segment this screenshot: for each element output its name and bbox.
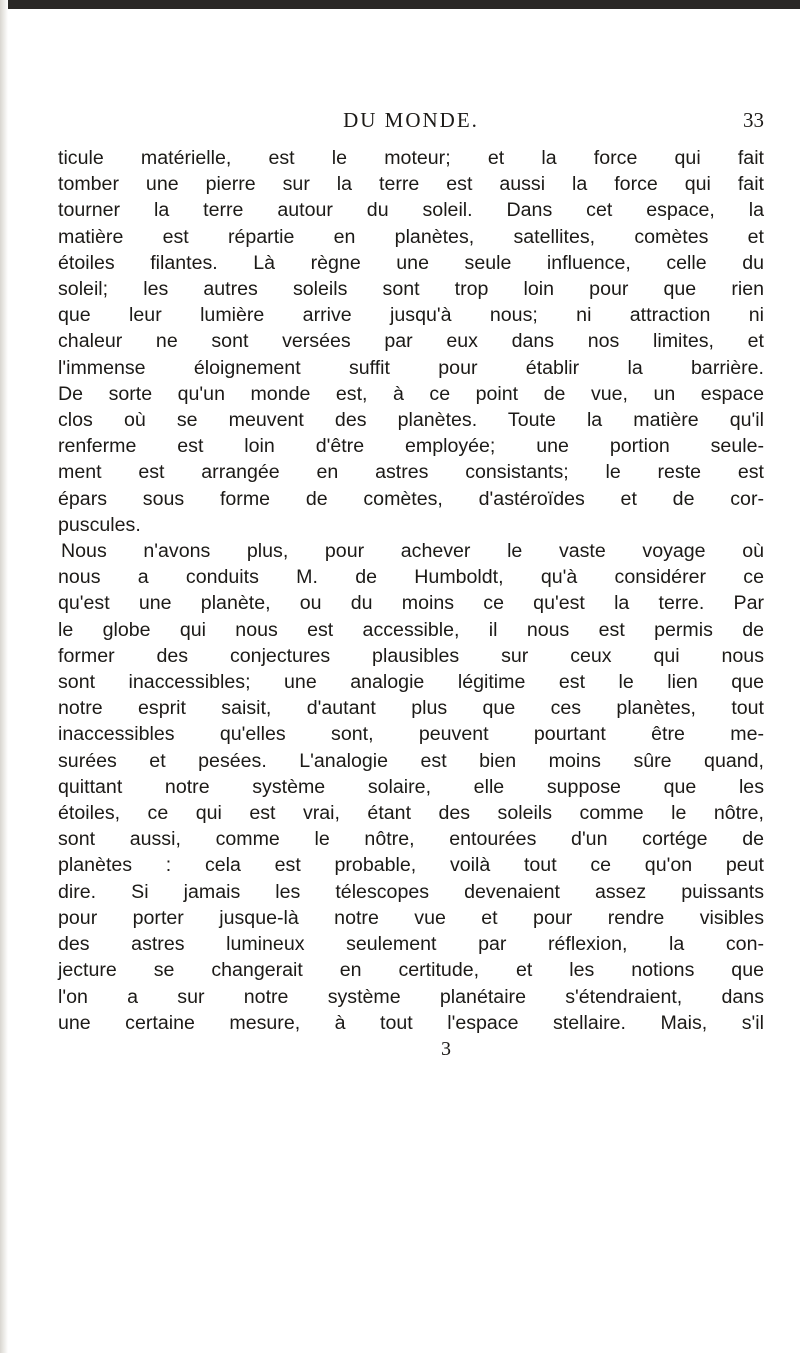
text-line: épars sous forme de comètes, d'astéroïdes et de cor-	[58, 487, 764, 510]
top-border-rule	[0, 0, 800, 9]
text-line: jecture se changerait en certitude, et les notions que	[58, 959, 764, 982]
text-line: clos où se meuvent des planètes. Toute la matière qu'il	[58, 409, 764, 432]
running-head	[58, 98, 764, 138]
text-line: chaleur ne sont versées par eux dans nos limites, et	[58, 330, 764, 353]
text-line: inaccessibles qu'elles sont, peuvent pourtant être me-	[58, 723, 764, 746]
running-title: DU MONDE.	[343, 108, 479, 132]
text-line: tourner la terre autour du soleil. Dans cet espace, la	[58, 199, 764, 222]
text-line: des astres lumineux seulement par réflexion, la con-	[58, 933, 764, 956]
text-line: surées et pesées. L'analogie est bien moins sûre quand,	[58, 749, 764, 772]
text-line: puscules.	[58, 513, 141, 536]
text-line: former des conjectures plausibles sur ceux qui nous	[58, 644, 764, 667]
text-line: qu'est une planète, ou du moins ce qu'est la terre. Par	[58, 592, 764, 615]
text-line: le globe qui nous est accessible, il nous est permis de	[58, 618, 764, 641]
text-line: une certaine mesure, à tout l'espace stellaire. Mais, s'il	[58, 1011, 764, 1034]
text-line: l'immense éloignement suffit pour établir la barrière.	[58, 356, 764, 379]
text-line: renferme est loin d'être employée; une portion seule-	[58, 435, 764, 458]
text-line: ment est arrangée en astres consistants; le reste est	[58, 461, 764, 484]
text-line: étoiles, ce qui est vrai, étant des soleils comme le nôtre,	[58, 802, 764, 825]
text-line: soleil; les autres soleils sont trop loin pour que rien	[58, 278, 764, 301]
page-gutter-shadow	[0, 0, 8, 1353]
text-line: De sorte qu'un monde est, à ce point de vue, un espace	[58, 382, 764, 405]
text-line: étoiles filantes. Là règne une seule influence, celle du	[58, 251, 764, 274]
text-line: quittant notre système solaire, elle suppose que les	[58, 775, 764, 798]
text-line: que leur lumière arrive jusqu'à nous; ni attraction ni	[58, 304, 764, 327]
text-line: sont inaccessibles; une analogie légitime est le lien que	[58, 671, 764, 694]
text-line: dire. Si jamais les télescopes devenaient assez puissants	[58, 880, 764, 903]
page-number: 33	[743, 108, 764, 132]
text-line: matière est répartie en planètes, satellites, comètes et	[58, 225, 764, 248]
text-line: tomber une pierre sur la terre est aussi la force qui fait	[58, 173, 764, 196]
signature-mark: 3	[441, 1037, 451, 1060]
text-line: l'on a sur notre système planétaire s'étendraient, dans	[58, 985, 764, 1008]
text-line: Nous n'avons plus, pour achever le vaste voyage où	[61, 540, 764, 563]
text-line: sont aussi, comme le nôtre, entourées d'un cortége de	[58, 828, 764, 851]
text-line: planètes : cela est probable, voilà tout ce qu'on peut	[58, 854, 764, 877]
text-line: ticule matérielle, est le moteur; et la force qui fait	[58, 147, 764, 169]
book-page	[58, 98, 764, 1061]
text-line: nous a conduits M. de Humboldt, qu'à considérer ce	[58, 566, 764, 589]
body-text	[58, 145, 764, 1036]
text-line: notre esprit saisit, d'autant plus que ces planètes, tout	[58, 697, 764, 720]
text-line: pour porter jusque-là notre vue et pour rendre visibles	[58, 906, 764, 929]
